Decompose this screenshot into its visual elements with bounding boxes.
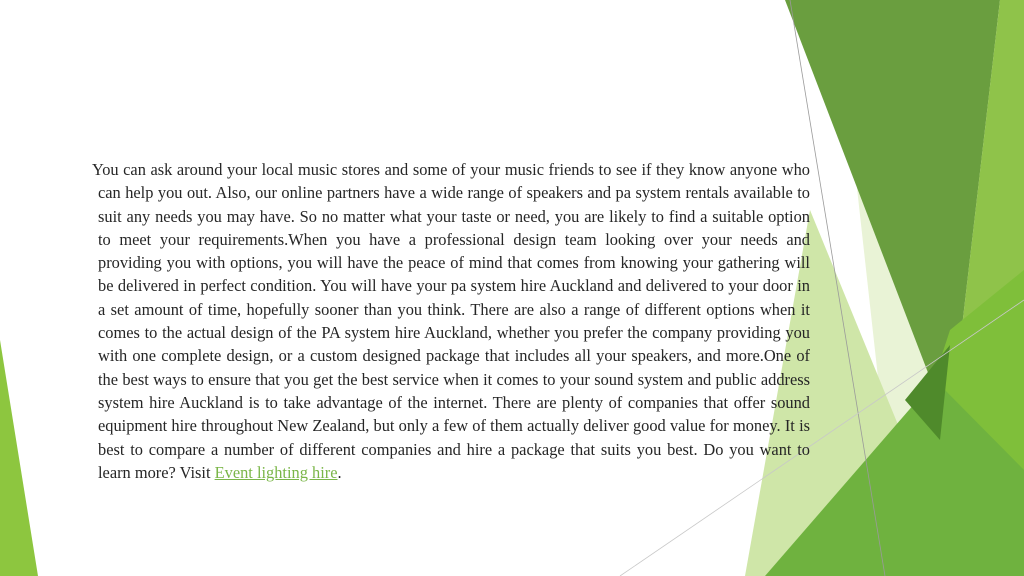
body-paragraph: [92, 158, 810, 484]
paragraph-text: You can ask around your local music stores and some of your music friends to see if they know anyone who can help you out. Also, our online partners have a wide range of speakers and pa system rentals available to suit any needs you may have. So no matter what your taste or need, you are likely to find a suitable option to meet your requirements.When you have a professional design team looking over your needs and providing you with options, you will have the peace of mind that comes from knowing your gathering will be delivered in perfect condition. You will have your pa system hire Auckland and delivered to your door in a set amount of time, hopefully sooner than you think. There are also a range of different options when it comes to the actual design of the PA system hire Auckland, whether you prefer the company providing you with one complete design, or a custom designed package that includes all your speakers, and more.One of the best ways to ensure that you get the best service when it comes to your sound system and public address system hire Auckland is to take advantage of the internet. There are plenty of companies that offer sound equipment hire throughout New Zealand, but only a few of them actually deliver good value for money. It is best to compare a number of different companies and hire a package that suits you best. Do you want to learn more? Visit: [92, 160, 810, 482]
trailing-period: .: [337, 462, 342, 482]
left-edge-triangle: [0, 340, 38, 576]
event-lighting-hire-link[interactable]: Event lighting hire: [214, 462, 338, 482]
